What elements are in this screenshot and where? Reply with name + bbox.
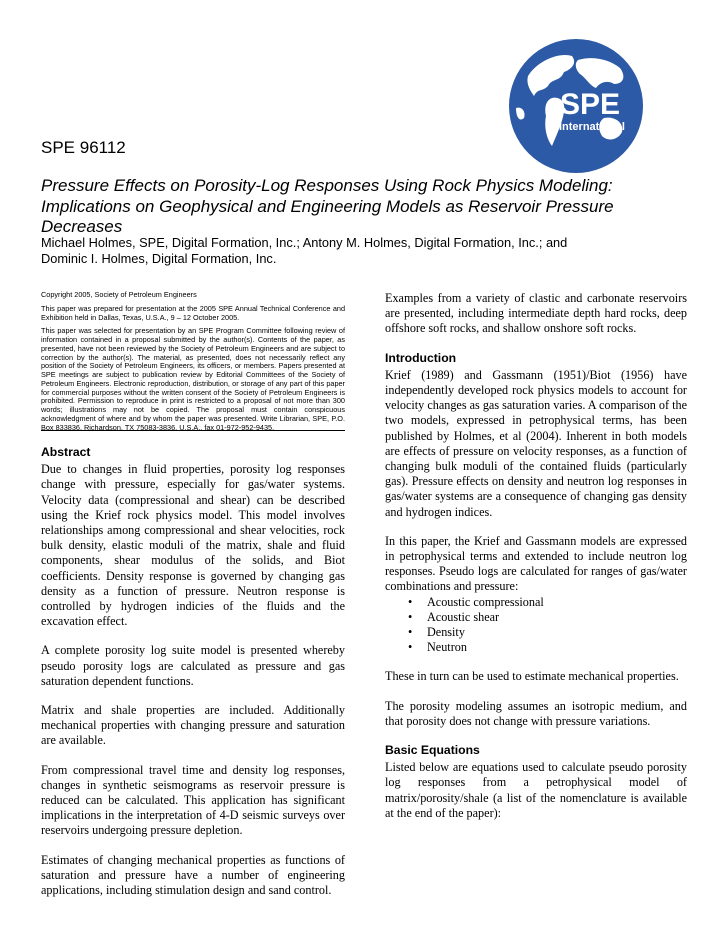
logo-subtext: International — [558, 121, 626, 133]
introduction-paragraph: These in turn can be used to estimate mechanical properties. — [385, 669, 679, 684]
paper-title: Pressure Effects on Porosity-Log Responses Using Rock Physics Modeling: Implications on Geophysical and Engineering Models as Reservoir Pressure Decreases — [41, 176, 614, 236]
abstract-paragraph: Estimates of changing mechanical properties as functions of saturation and pressure have a number of engineering applications, including stimulation design and sand control. — [41, 852, 345, 898]
log-type-list — [385, 595, 687, 656]
copyright-notice — [41, 291, 345, 437]
authors-line-2: Dominic I. Holmes, Digital Formation, Inc. — [41, 251, 277, 266]
authors — [41, 235, 691, 267]
divider — [41, 430, 345, 431]
abstract-paragraph: A complete porosity log suite model is presented whereby pseudo porosity logs are calculated as pressure and gas saturation dependent functions. — [41, 643, 345, 688]
list-item: • Neutron — [385, 640, 687, 655]
copyright-line: Copyright 2005, Society of Petroleum Engineers — [41, 290, 197, 299]
right-column — [385, 291, 687, 835]
introduction-paragraph: In this paper, the Krief and Gassmann models are expressed in petrophysical terms and extended to include neutron log responses. Pseudo logs are calculated for ranges of gas/water combinations and pressure: — [385, 533, 687, 594]
spe-international-logo — [508, 38, 644, 174]
list-item: • Density — [385, 625, 687, 640]
abstract-section — [41, 445, 345, 912]
introduction-paragraph: The porosity modeling assumes an isotropic medium, and that porosity does not change with pressure variations. — [385, 698, 687, 728]
introduction-paragraph: Krief (1989) and Gassmann (1951)/Biot (1956) have independently developed rock physics models to account for velocity changes as gas saturation varies. A comparison of the two models, expressed in petrophysical terms, has been published by Holmes, et al (2004). Inherent in both models are effects of pressure on velocity responses, as a function of changing bulk moduli of the contained fluids (particularly gas). Pressure effects on density and neutron log responses in gas/water systems are a consequence of changing gas density and hydrogen indices. — [385, 367, 687, 519]
presentation-note: This paper was prepared for presentation at the 2005 SPE Annual Technical Conference and Exhibition held in Dallas, Texas, U.S.A., 9 – 12 October 2005. — [41, 303, 345, 322]
abstract-heading: Abstract — [41, 445, 91, 459]
paper-number: SPE 96112 — [41, 138, 126, 157]
abstract-paragraph: Due to changes in fluid properties, porosity log responses change with pressure, especially for gas/water systems. Velocity data (compressional and shear) can be described using the Krief rock physics model. This model involves relationships among compressional and shear velocities, rock bulk density, elastic moduli of the matrix, shale and fluid components, shear modulus of the solids, and Biot coefficients. Density response is governed by changing gas density as a function of pressure. Neutron response is controlled by hydrogen indicies of the fluids and the excavation effect. — [41, 462, 345, 629]
list-item: • Acoustic shear — [385, 610, 687, 625]
abstract-paragraph: From compressional travel time and density log responses, changes in synthetic seismograms as reservoir pressure is reduced can be calculated. This application has significant implications in the interpretation of 4-D seismic surveys over reservoirs undergoing pressure depletion. — [41, 762, 345, 838]
abstract-paragraph: Matrix and shale properties are included. Additionally mechanical properties with changing pressure and saturation are available. — [41, 703, 345, 748]
list-item: • Acoustic compressional — [385, 595, 687, 610]
abstract-paragraph: Examples from a variety of clastic and carbonate reservoirs are presented, including intermediate depth hard rocks, deep offshore soft rocks, and shallow onshore soft rocks. — [385, 291, 687, 336]
authors-line-1: Michael Holmes, SPE, Digital Formation, Inc.; Antony M. Holmes, Digital Formation, Inc.; and — [41, 235, 568, 250]
basic-equations-heading: Basic Equations — [385, 743, 480, 758]
introduction-heading: Introduction — [385, 350, 457, 365]
logo-text: SPE — [559, 88, 621, 121]
basic-equations-paragraph: Listed below are equations used to calculate pseudo porosity log responses from a petrophysical model of matrix/porosity/shale (a list of the nomenclature is available at the end of the paper): — [385, 760, 687, 820]
review-note: This paper was selected for presentation by an SPE Program Committee following review of information contained in a proposal submitted by the author(s). Contents of the paper, as presented, have not been reviewed by the Society of Petroleum Engineers and are subject to correction by the author(s). The material, as presented, does not necessarily reflect any position of the Society of Petroleum Engineers, its officers, or members. Papers presented at SPE meetings are subject to publication review by Editorial Committees of the Society of Petroleum Engineers. Electronic reproduction, distribution, or storage of any part of this paper for commercial purposes without the written consent of the Society of Petroleum Engineers is prohibited. Permission to reproduce in print is restricted to a proposal of not more than 300 words; illustrations may not be copied. The proposal must contain conspicuous acknowledgment of where and by whom the paper was presented. Write Librarian, SPE, P.O. Box 833836, Richardson, TX 75083-3836, U.S.A., fax 01-972-952-9435. — [41, 326, 345, 432]
